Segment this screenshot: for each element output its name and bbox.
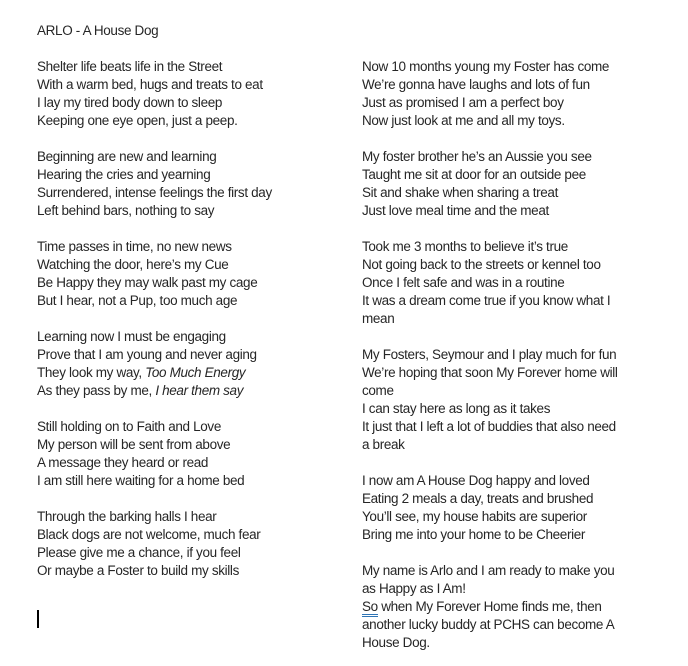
stanza	[37, 148, 349, 220]
poem-line	[362, 490, 664, 508]
text-run: Now 10 months young my Foster has come	[362, 59, 610, 74]
text-run: as Happy as I Am!	[362, 581, 466, 596]
text-run: Still holding on to Faith and Love	[37, 419, 221, 434]
stanza	[362, 58, 664, 130]
poem-line	[362, 364, 664, 382]
stanza	[362, 346, 664, 454]
poem-line	[362, 346, 664, 364]
text-run: Time passes in time, no new news	[37, 239, 232, 254]
text-run: Be Happy they may walk past my cage	[37, 275, 258, 290]
poem-line	[37, 454, 349, 472]
poem-line	[362, 238, 664, 256]
text-run: Learning now I must be engaging	[37, 329, 226, 344]
text-run: Shelter life beats life in the Street	[37, 59, 223, 74]
poem-line	[37, 148, 349, 166]
text-run: But I hear, not a Pup, too much age	[37, 293, 238, 308]
poem-line	[37, 202, 349, 220]
poem-line	[362, 202, 664, 220]
poem-line	[362, 274, 664, 292]
text-run: With a warm bed, hugs and treats to eat	[37, 77, 263, 92]
poem-line	[37, 112, 349, 130]
poem-right-column	[362, 58, 664, 652]
text-run: We’re hoping that soon My Forever home will	[362, 365, 618, 380]
text-run: Took me 3 months to believe it’s true	[362, 239, 568, 254]
text-run: My foster brother he’s an Aussie you see	[362, 149, 592, 164]
text-run: You’ll see, my house habits are superior	[362, 509, 587, 524]
text-run: I lay my tired body down to sleep	[37, 95, 223, 110]
poem-line	[37, 166, 349, 184]
text-run: Or maybe a Foster to build my skills	[37, 563, 239, 578]
poem-line	[37, 562, 349, 580]
text-run: They look my way,	[37, 365, 146, 380]
poem-line	[362, 292, 664, 310]
text-run: a break	[362, 437, 405, 452]
text-run: Bring me into your home to be Cheerier	[362, 527, 586, 542]
poem-line	[37, 94, 349, 112]
poem-line	[362, 418, 664, 436]
text-run: I can stay here as long as it takes	[362, 401, 551, 416]
poem-line	[37, 418, 349, 436]
text-run: My person will be sent from above	[37, 437, 231, 452]
poem-line	[362, 616, 664, 634]
poem-line	[362, 436, 664, 454]
text-run: Taught me sit at door for an outside pee	[362, 167, 586, 182]
poem-line	[362, 472, 664, 490]
text-run: mean	[362, 311, 395, 326]
poem-line	[362, 58, 664, 76]
text-run: Eating 2 meals a day, treats and brushed	[362, 491, 594, 506]
poem-line	[37, 508, 349, 526]
text-run: Left behind bars, nothing to say	[37, 203, 215, 218]
poem-line	[37, 292, 349, 310]
text-run: Through the barking halls I hear	[37, 509, 217, 524]
text-run: Too Much Energy	[145, 365, 246, 380]
text-run: come	[362, 383, 394, 398]
poem-line	[37, 436, 349, 454]
text-run: We’re gonna have laughs and lots of fun	[362, 77, 590, 92]
poem-line	[37, 472, 349, 490]
poem-line	[37, 238, 349, 256]
poem-line	[362, 634, 664, 652]
poem-line	[362, 382, 664, 400]
poem-line	[362, 508, 664, 526]
poem-line	[37, 526, 349, 544]
poem-line	[37, 328, 349, 346]
text-run: House Dog.	[362, 635, 430, 650]
poem-line	[37, 256, 349, 274]
stanza	[362, 562, 664, 652]
poem-line	[362, 112, 664, 130]
text-run: Sit and shake when sharing a treat	[362, 185, 558, 200]
poem-line	[37, 382, 349, 400]
poem-line	[37, 184, 349, 202]
text-run: A message they heard or read	[37, 455, 209, 470]
page-title: ARLO - A House Dog	[37, 23, 159, 38]
text-run: I hear them say	[155, 383, 244, 398]
stanza	[37, 58, 349, 130]
poem-line	[362, 166, 664, 184]
text-run: Hearing the cries and yearning	[37, 167, 211, 182]
poem-line	[362, 598, 664, 616]
poem-line	[362, 76, 664, 94]
text-run: when My Forever Home finds me, then	[377, 599, 602, 614]
grammar-checked-word: So	[362, 599, 378, 617]
text-run: Watching the door, here’s my Cue	[37, 257, 229, 272]
text-run: Black dogs are not welcome, much fear	[37, 527, 261, 542]
poem-line	[37, 346, 349, 364]
text-run: It just that I left a lot of buddies that also need	[362, 419, 616, 434]
text-run: Beginning are new and learning	[37, 149, 217, 164]
text-run: Not going back to the streets or kennel too	[362, 257, 601, 272]
stanza	[37, 238, 349, 310]
text-run: Just love meal time and the meat	[362, 203, 549, 218]
poem-line	[37, 76, 349, 94]
text-run: Keeping one eye open, just a peep.	[37, 113, 238, 128]
poem-line	[362, 184, 664, 202]
poem-line	[362, 94, 664, 112]
poem-line	[362, 526, 664, 544]
text-run: As they pass by me,	[37, 383, 156, 398]
text-run: I am still here waiting for a home bed	[37, 473, 245, 488]
text-run: It was a dream come true if you know what I	[362, 293, 611, 308]
text-run: I now am A House Dog happy and loved	[362, 473, 590, 488]
text-run: Just as promised I am a perfect boy	[362, 95, 564, 110]
text-run: Surrendered, intense feelings the first day	[37, 185, 272, 200]
text-cursor	[37, 610, 39, 628]
stanza	[37, 328, 349, 400]
stanza	[37, 508, 349, 580]
text-run: Now just look at me and all my toys.	[362, 113, 565, 128]
poem-line	[362, 400, 664, 418]
poem-line	[37, 58, 349, 76]
poem-line	[362, 310, 664, 328]
text-run: My name is Arlo and I am ready to make you	[362, 563, 615, 578]
poem-line	[37, 364, 349, 382]
poem-line	[37, 274, 349, 292]
text-run: My Fosters, Seymour and I play much for fun	[362, 347, 617, 362]
text-run: Prove that I am young and never aging	[37, 347, 257, 362]
poem-line	[362, 580, 664, 598]
poem-line	[362, 148, 664, 166]
poem-left-column	[37, 22, 349, 580]
text-run: Once I felt safe and was in a routine	[362, 275, 565, 290]
stanza	[362, 472, 664, 544]
stanza	[37, 418, 349, 490]
poem-line	[362, 562, 664, 580]
text-run: Please give me a chance, if you feel	[37, 545, 241, 560]
stanza	[362, 148, 664, 220]
poem-line	[362, 256, 664, 274]
text-run: another lucky buddy at PCHS can become A	[362, 617, 615, 632]
stanza	[362, 238, 664, 328]
poem-line	[37, 544, 349, 562]
